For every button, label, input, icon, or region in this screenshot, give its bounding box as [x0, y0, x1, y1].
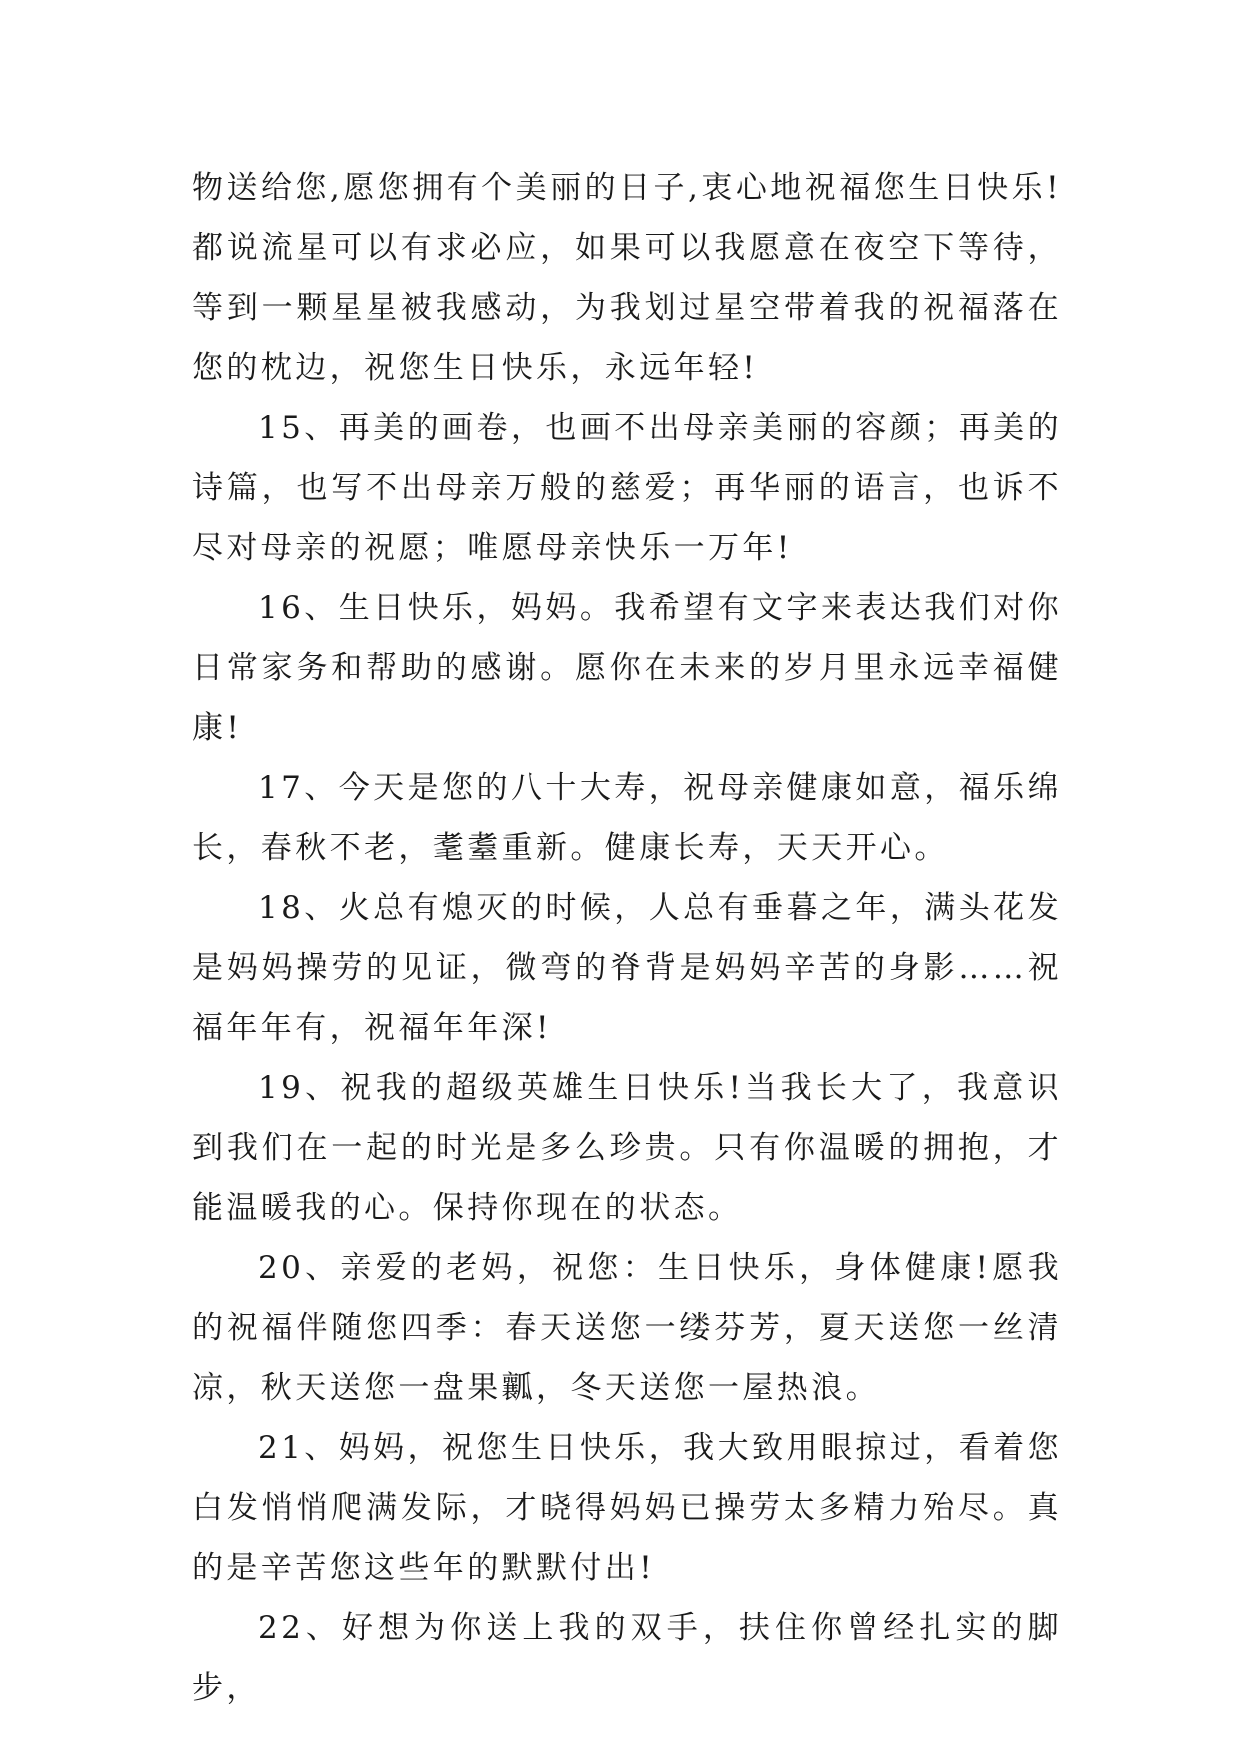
paragraph-18: 18、火总有熄灭的时候，人总有垂暮之年，满头花发是妈妈操劳的见证，微弯的脊背是妈妈辛苦的身影……祝福年年有，祝福年年深!	[192, 890, 1062, 1046]
paragraph-17: 17、今天是您的八十大寿，祝母亲健康如意，福乐绵长，春秋不老，耄耋重新。健康长寿，天天开心。	[192, 770, 1062, 866]
paragraph-continued: 物送给您,愿您拥有个美丽的日子,衷心地祝福您生日快乐!都说流星可以有求必应，如果可以我愿意在夜空下等待，等到一颗星星被我感动，为我划过星空带着我的祝福落在您的枕边，祝您生日快乐，永远年轻!	[192, 170, 1062, 386]
paragraph-15: 15、再美的画卷，也画不出母亲美丽的容颜；再美的诗篇，也写不出母亲万般的慈爱；再华丽的语言，也诉不尽对母亲的祝愿；唯愿母亲快乐一万年!	[192, 410, 1062, 566]
paragraph-20: 20、亲爱的老妈，祝您：生日快乐，身体健康!愿我的祝福伴随您四季：春天送您一缕芬芳，夏天送您一丝清凉，秋天送您一盘果瓤，冬天送您一屋热浪。	[192, 1250, 1062, 1406]
document-body	[192, 158, 1062, 1718]
paragraph-22: 22、好想为你送上我的双手，扶住你曾经扎实的脚步，	[192, 1610, 1062, 1706]
paragraph-19: 19、祝我的超级英雄生日快乐!当我长大了，我意识到我们在一起的时光是多么珍贵。只有你温暖的拥抱，才能温暖我的心。保持你现在的状态。	[192, 1070, 1062, 1226]
paragraph-16: 16、生日快乐，妈妈。我希望有文字来表达我们对你日常家务和帮助的感谢。愿你在未来的岁月里永远幸福健康!	[192, 590, 1062, 746]
paragraph-21: 21、妈妈，祝您生日快乐，我大致用眼掠过，看着您白发悄悄爬满发际，才晓得妈妈已操劳太多精力殆尽。真的是辛苦您这些年的默默付出!	[192, 1430, 1062, 1586]
